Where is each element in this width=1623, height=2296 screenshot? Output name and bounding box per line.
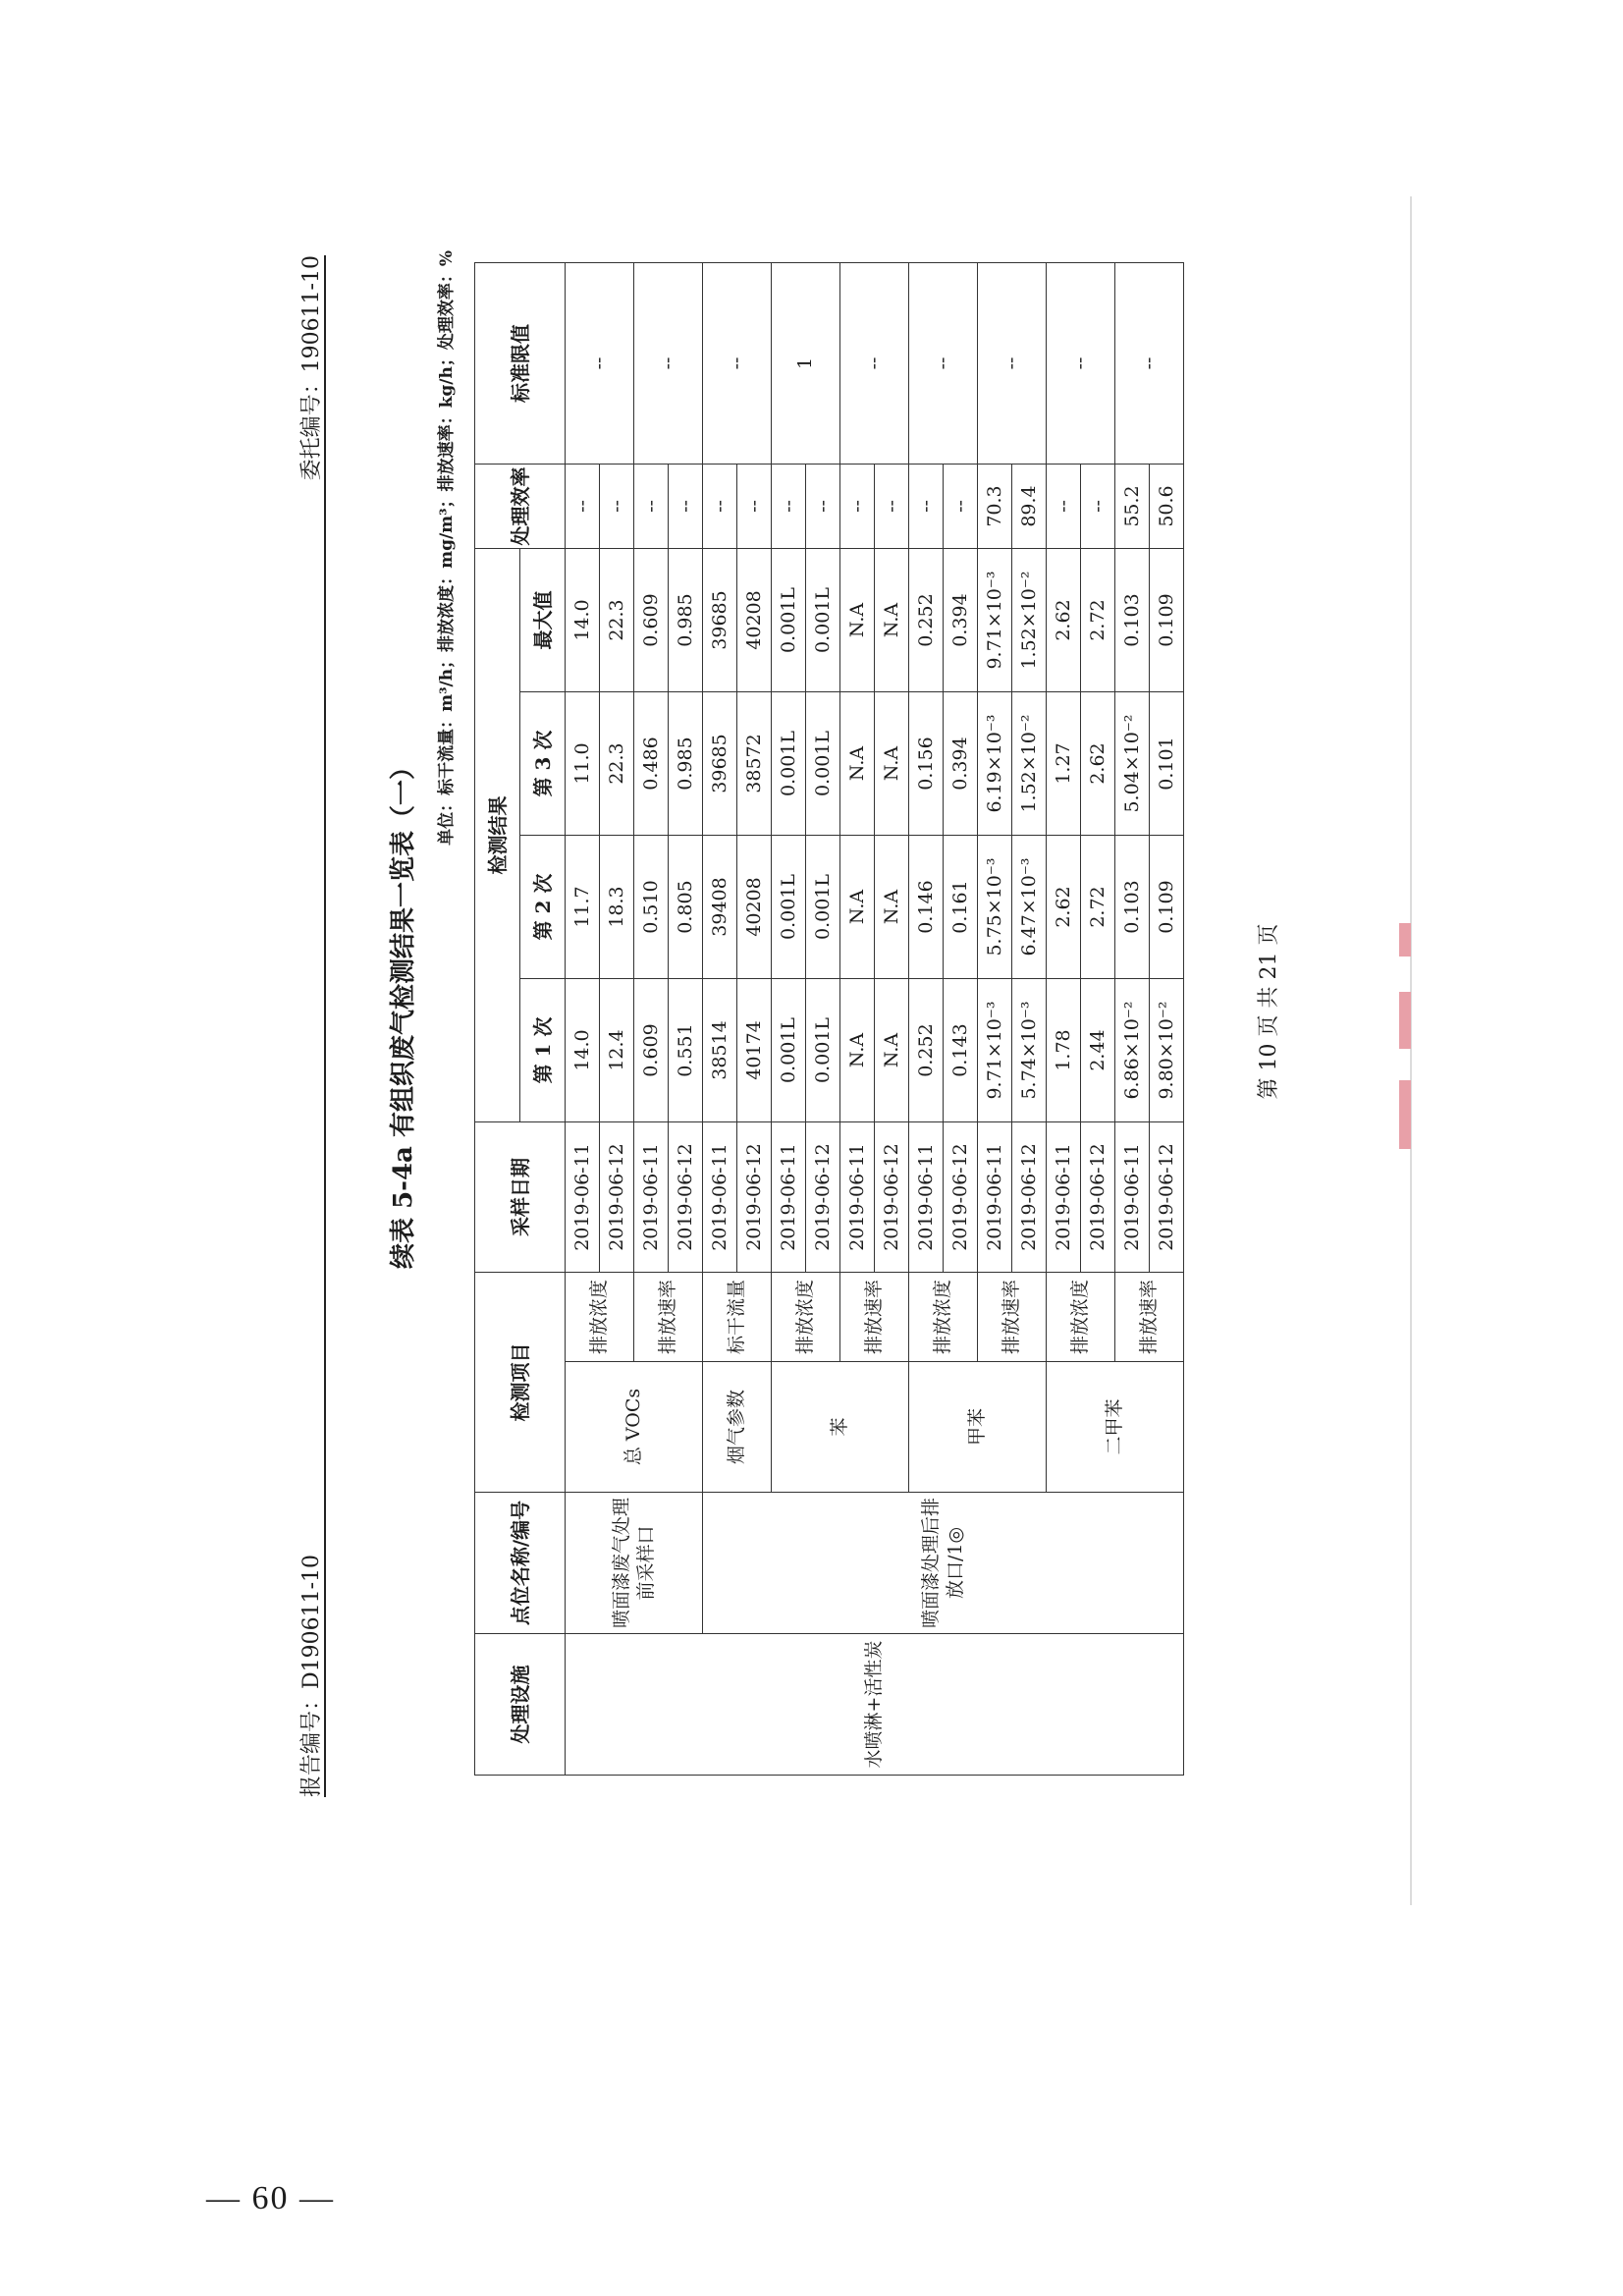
date-cell: 2019-06-12 bbox=[1081, 1122, 1115, 1273]
max-cell: 0.394 bbox=[944, 549, 978, 692]
eff-cell: -- bbox=[1047, 465, 1081, 549]
header-max: 最大值 bbox=[520, 549, 566, 692]
header-run-2: 第 2 次 bbox=[520, 836, 566, 979]
item-cell: 总 VOCs bbox=[566, 1362, 703, 1493]
date-cell: 2019-06-11 bbox=[1047, 1122, 1081, 1273]
r1-cell: 0.001L bbox=[806, 979, 840, 1122]
point-before-cell: 喷面漆废气处理前采样口 bbox=[566, 1493, 703, 1634]
r1-cell: N.A bbox=[875, 979, 909, 1122]
date-cell: 2019-06-11 bbox=[1115, 1122, 1150, 1273]
max-cell: 0.609 bbox=[634, 549, 669, 692]
header-results: 检测结果 bbox=[475, 549, 520, 1122]
max-cell: 14.0 bbox=[566, 549, 600, 692]
r1-cell: 0.143 bbox=[944, 979, 978, 1122]
date-cell: 2019-06-12 bbox=[1012, 1122, 1047, 1273]
eff-cell: -- bbox=[566, 465, 600, 549]
r1-cell: 1.78 bbox=[1047, 979, 1081, 1122]
date-cell: 2019-06-12 bbox=[1150, 1122, 1184, 1273]
table-title: 续表 5-4a 有组织废气检测结果一览表（一） bbox=[389, 754, 418, 1269]
limit-cell: -- bbox=[1115, 263, 1184, 465]
r3-cell: 6.19×10⁻³ bbox=[978, 692, 1012, 836]
eff-cell: 55.2 bbox=[1115, 465, 1150, 549]
limit-cell: -- bbox=[978, 263, 1047, 465]
r3-cell: 0.156 bbox=[909, 692, 944, 836]
r2-cell: 6.47×10⁻³ bbox=[1012, 836, 1047, 979]
r3-cell: 0.985 bbox=[669, 692, 703, 836]
r3-cell: 0.394 bbox=[944, 692, 978, 836]
sub-item-cell: 排放速率 bbox=[840, 1273, 909, 1362]
r1-cell: 0.252 bbox=[909, 979, 944, 1122]
r3-cell: 5.04×10⁻² bbox=[1115, 692, 1150, 836]
table-row bbox=[703, 263, 737, 1776]
r1-cell: 5.74×10⁻³ bbox=[1012, 979, 1047, 1122]
r2-cell: 39408 bbox=[703, 836, 737, 979]
r3-cell: 0.486 bbox=[634, 692, 669, 836]
r2-cell: 40208 bbox=[737, 836, 772, 979]
r1-cell: N.A bbox=[840, 979, 875, 1122]
r1-cell: 2.44 bbox=[1081, 979, 1115, 1122]
r2-cell: 11.7 bbox=[566, 836, 600, 979]
r2-cell: 0.103 bbox=[1115, 836, 1150, 979]
sub-item-cell: 排放浓度 bbox=[1047, 1273, 1115, 1362]
date-cell: 2019-06-12 bbox=[737, 1122, 772, 1273]
header-run-3: 第 3 次 bbox=[520, 692, 566, 836]
r2-cell: 0.805 bbox=[669, 836, 703, 979]
eff-cell: -- bbox=[669, 465, 703, 549]
r3-cell: 0.001L bbox=[772, 692, 806, 836]
units-note: 单位：标干流量：m³/h；排放浓度：mg/m³；排放速率：kg/h；处理效率：% bbox=[437, 250, 457, 846]
header-rule bbox=[324, 255, 326, 1797]
date-cell: 2019-06-11 bbox=[566, 1122, 600, 1273]
limit-cell: -- bbox=[909, 263, 978, 465]
date-cell: 2019-06-11 bbox=[840, 1122, 875, 1273]
eff-cell: 70.3 bbox=[978, 465, 1012, 549]
date-cell: 2019-06-11 bbox=[703, 1122, 737, 1273]
eff-cell: -- bbox=[737, 465, 772, 549]
r2-cell: 0.109 bbox=[1150, 836, 1184, 979]
page-footer: 第 10 页 共 21 页 bbox=[1257, 923, 1281, 1100]
limit-cell: -- bbox=[840, 263, 909, 465]
max-cell: 0.103 bbox=[1115, 549, 1150, 692]
item-cell: 甲苯 bbox=[909, 1362, 1047, 1493]
max-cell: 40208 bbox=[737, 549, 772, 692]
date-cell: 2019-06-12 bbox=[875, 1122, 909, 1273]
max-cell: 0.001L bbox=[772, 549, 806, 692]
table-row bbox=[566, 263, 600, 1776]
r3-cell: 0.101 bbox=[1150, 692, 1184, 836]
r2-cell: 0.001L bbox=[806, 836, 840, 979]
sub-item-cell: 排放浓度 bbox=[909, 1273, 978, 1362]
r1-cell: 14.0 bbox=[566, 979, 600, 1122]
r3-cell: 1.27 bbox=[1047, 692, 1081, 836]
date-cell: 2019-06-11 bbox=[978, 1122, 1012, 1273]
r3-cell: 38572 bbox=[737, 692, 772, 836]
max-cell: 0.109 bbox=[1150, 549, 1184, 692]
r3-cell: N.A bbox=[840, 692, 875, 836]
r3-cell: 11.0 bbox=[566, 692, 600, 836]
max-cell: 0.985 bbox=[669, 549, 703, 692]
header-run-1: 第 1 次 bbox=[520, 979, 566, 1122]
r1-cell: 0.001L bbox=[772, 979, 806, 1122]
r3-cell: 2.62 bbox=[1081, 692, 1115, 836]
eff-cell: -- bbox=[909, 465, 944, 549]
r2-cell: 2.72 bbox=[1081, 836, 1115, 979]
r1-cell: 38514 bbox=[703, 979, 737, 1122]
point-after-cell: 喷面漆处理后排放口/1◎ bbox=[703, 1493, 1184, 1634]
r1-cell: 9.71×10⁻³ bbox=[978, 979, 1012, 1122]
seal-stamp-fragment bbox=[1399, 923, 1413, 1178]
limit-cell: -- bbox=[703, 263, 772, 465]
r2-cell: 0.161 bbox=[944, 836, 978, 979]
date-cell: 2019-06-11 bbox=[772, 1122, 806, 1273]
date-cell: 2019-06-12 bbox=[944, 1122, 978, 1273]
sub-item-cell: 排放浓度 bbox=[566, 1273, 634, 1362]
item-cell: 苯 bbox=[772, 1362, 909, 1493]
r1-cell: 0.609 bbox=[634, 979, 669, 1122]
max-cell: 9.71×10⁻³ bbox=[978, 549, 1012, 692]
max-cell: 0.001L bbox=[806, 549, 840, 692]
date-cell: 2019-06-12 bbox=[806, 1122, 840, 1273]
results-table bbox=[474, 262, 1184, 1776]
max-cell: 2.72 bbox=[1081, 549, 1115, 692]
date-cell: 2019-06-11 bbox=[909, 1122, 944, 1273]
r1-cell: 9.80×10⁻² bbox=[1150, 979, 1184, 1122]
r2-cell: 0.510 bbox=[634, 836, 669, 979]
eff-cell: -- bbox=[875, 465, 909, 549]
facility-cell: 水喷淋+活性炭 bbox=[566, 1634, 1184, 1776]
sub-item-cell: 排放速率 bbox=[1115, 1273, 1184, 1362]
r3-cell: 0.001L bbox=[806, 692, 840, 836]
max-cell: N.A bbox=[875, 549, 909, 692]
date-cell: 2019-06-12 bbox=[600, 1122, 634, 1273]
eff-cell: -- bbox=[944, 465, 978, 549]
header-limit: 标准限值 bbox=[475, 263, 566, 465]
sub-item-cell: 标干流量 bbox=[703, 1273, 772, 1362]
r1-cell: 0.551 bbox=[669, 979, 703, 1122]
sub-item-cell: 排放速率 bbox=[978, 1273, 1047, 1362]
eff-cell: -- bbox=[840, 465, 875, 549]
eff-cell: -- bbox=[1081, 465, 1115, 549]
eff-cell: -- bbox=[703, 465, 737, 549]
r2-cell: 2.62 bbox=[1047, 836, 1081, 979]
rotated-report-page bbox=[295, 157, 1281, 1866]
r2-cell: N.A bbox=[840, 836, 875, 979]
eff-cell: -- bbox=[806, 465, 840, 549]
r1-cell: 6.86×10⁻² bbox=[1115, 979, 1150, 1122]
r3-cell: 39685 bbox=[703, 692, 737, 836]
r3-cell: 22.3 bbox=[600, 692, 634, 836]
limit-cell: -- bbox=[1047, 263, 1115, 465]
item-cell: 烟气参数 bbox=[703, 1362, 772, 1493]
limit-cell: -- bbox=[634, 263, 703, 465]
r2-cell: 0.146 bbox=[909, 836, 944, 979]
header-date: 采样日期 bbox=[475, 1122, 566, 1273]
r1-cell: 40174 bbox=[737, 979, 772, 1122]
r2-cell: N.A bbox=[875, 836, 909, 979]
max-cell: 0.252 bbox=[909, 549, 944, 692]
r1-cell: 12.4 bbox=[600, 979, 634, 1122]
date-cell: 2019-06-12 bbox=[669, 1122, 703, 1273]
eff-cell: 50.6 bbox=[1150, 465, 1184, 549]
item-cell: 二甲苯 bbox=[1047, 1362, 1184, 1493]
sub-item-cell: 排放浓度 bbox=[772, 1273, 840, 1362]
page-number: — 60 — bbox=[206, 2180, 335, 2216]
max-cell: 22.3 bbox=[600, 549, 634, 692]
max-cell: N.A bbox=[840, 549, 875, 692]
r3-cell: N.A bbox=[875, 692, 909, 836]
r2-cell: 18.3 bbox=[600, 836, 634, 979]
report-number: 报告编号：D190611-10 bbox=[299, 1554, 324, 1797]
max-cell: 1.52×10⁻² bbox=[1012, 549, 1047, 692]
limit-cell: 1 bbox=[772, 263, 840, 465]
r3-cell: 1.52×10⁻² bbox=[1012, 692, 1047, 836]
date-cell: 2019-06-11 bbox=[634, 1122, 669, 1273]
r2-cell: 5.75×10⁻³ bbox=[978, 836, 1012, 979]
eff-cell: -- bbox=[634, 465, 669, 549]
header-item: 检测项目 bbox=[475, 1273, 566, 1493]
header-efficiency: 处理效率 bbox=[475, 465, 566, 549]
limit-cell: -- bbox=[566, 263, 634, 465]
sub-item-cell: 排放速率 bbox=[634, 1273, 703, 1362]
r2-cell: 0.001L bbox=[772, 836, 806, 979]
max-cell: 39685 bbox=[703, 549, 737, 692]
commission-number: 委托编号：190611-10 bbox=[299, 255, 324, 481]
header-facility: 处理设施 bbox=[475, 1634, 566, 1776]
max-cell: 2.62 bbox=[1047, 549, 1081, 692]
header-point: 点位名称/编号 bbox=[475, 1493, 566, 1634]
eff-cell: -- bbox=[600, 465, 634, 549]
eff-cell: -- bbox=[772, 465, 806, 549]
eff-cell: 89.4 bbox=[1012, 465, 1047, 549]
